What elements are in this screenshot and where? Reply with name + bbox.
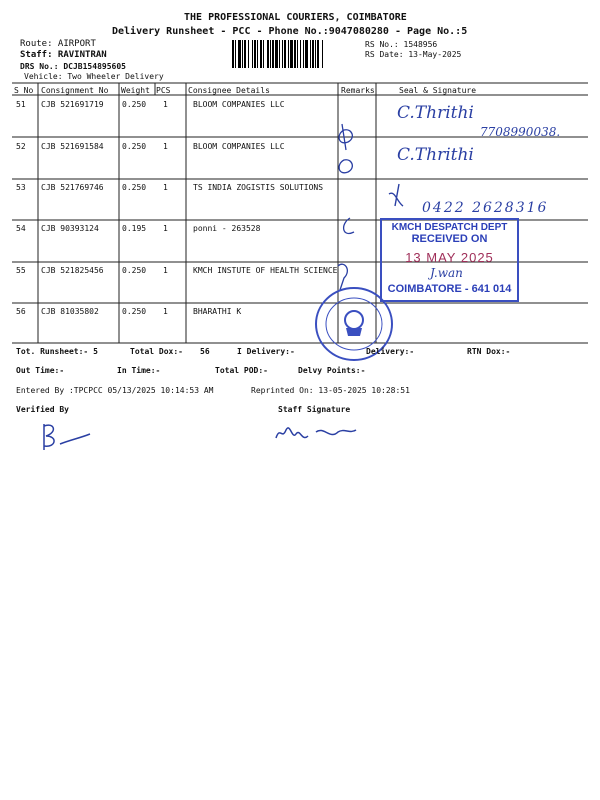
col-header-weight: Weight — [121, 86, 150, 95]
col-header-sno: S No — [14, 86, 34, 95]
row-sno: 55 — [16, 266, 26, 275]
i-delivery-label: I Delivery:- — [237, 347, 295, 356]
delivery-label: Delivery:- — [366, 347, 415, 356]
barcode — [232, 40, 357, 68]
company-title: THE PROFESSIONAL COURIERS, COIMBATORE — [184, 12, 407, 23]
stamp-received: RECEIVED ON — [411, 233, 488, 245]
received-stamp — [380, 218, 519, 302]
signature-row-52: C.Thrithi — [397, 145, 474, 165]
staff-label: Staff: RAVINTRAN — [20, 50, 107, 60]
row-consignee: BHARATHI K — [193, 307, 242, 316]
signature-row-51: C.Thrithi — [397, 103, 474, 123]
rtn-dox-label: RTN Dox:- — [467, 347, 511, 356]
row-sno: 53 — [16, 183, 26, 192]
row-weight: 0.250 — [122, 266, 147, 275]
row-sno: 51 — [16, 100, 26, 109]
row-consignee: BLOOM COMPANIES LLC — [193, 100, 285, 109]
handwritten-phone: 7708990038. — [480, 125, 561, 139]
row-sno: 56 — [16, 307, 26, 316]
verified-by-label: Verified By — [16, 405, 69, 414]
stamp-dept: KMCH DESPATCH DEPT — [391, 222, 508, 233]
row-pcs: 1 — [163, 142, 168, 151]
reprinted-on: Reprinted On: 13-05-2025 10:28:51 — [251, 386, 410, 395]
total-dox-label: Total Dox:- — [130, 347, 183, 356]
row-consignee: TS INDIA ZOGISTIS SOLUTIONS — [193, 183, 324, 192]
row-pcs: 1 — [163, 224, 168, 233]
vehicle-label: Vehicle: Two Wheeler Delivery — [24, 72, 164, 81]
stamp-initials: J.wan — [430, 266, 463, 280]
rs-number: RS No.: 1548956 — [365, 40, 438, 49]
row-sno: 52 — [16, 142, 26, 151]
verified-signature — [36, 418, 96, 458]
route-label: Route: AIRPORT — [20, 39, 96, 49]
row-consignee: KMCH INSTUTE OF HEALTH SCIENCE — [193, 266, 338, 275]
total-pod-label: Total POD:- — [215, 366, 268, 375]
row-consignment: CJB 521769746 — [41, 183, 104, 192]
col-header-remarks: Remarks — [341, 86, 375, 95]
row-pcs: 1 — [163, 100, 168, 109]
handwritten-number: 0422 2628316 — [422, 200, 549, 216]
total-dox-value: 56 — [200, 347, 210, 356]
row-weight: 0.250 — [122, 183, 147, 192]
col-header-consignment: Consignment No — [41, 86, 109, 95]
row-consignee: BLOOM COMPANIES LLC — [193, 142, 285, 151]
stamp-date: 13 MAY 2025 — [405, 250, 494, 265]
in-time-label: In Time:- — [117, 366, 161, 375]
runsheet-subtitle: Delivery Runsheet - PCC - Phone No.:9047080280 - Page No.:5 — [112, 26, 468, 37]
col-header-seal: Seal & Signature — [399, 86, 477, 95]
staff-signature-label: Staff Signature — [278, 405, 351, 414]
row-weight: 0.195 — [122, 224, 147, 233]
col-header-consignee: Consignee Details — [188, 86, 270, 95]
staff-signature — [272, 418, 362, 448]
row-weight: 0.250 — [122, 307, 147, 316]
row-consignment: CJB 90393124 — [41, 224, 99, 233]
row-pcs: 1 — [163, 183, 168, 192]
col-header-pcs: PCS — [156, 86, 171, 95]
row-consignment: CJB 521825456 — [41, 266, 104, 275]
row-sno: 54 — [16, 224, 26, 233]
stamp-city: COIMBATORE - 641 014 — [387, 283, 512, 295]
rs-date: RS Date: 13-May-2025 — [365, 50, 462, 59]
drs-number: DRS No.: DCJB154895605 — [20, 62, 126, 71]
row-weight: 0.250 — [122, 100, 147, 109]
row-pcs: 1 — [163, 266, 168, 275]
check-mark-ink — [385, 180, 415, 210]
entered-by: Entered By :TPCPCC 05/13/2025 10:14:53 AM — [16, 386, 214, 395]
row-consignment: CJB 521691719 — [41, 100, 104, 109]
row-weight: 0.250 — [122, 142, 147, 151]
row-pcs: 1 — [163, 307, 168, 316]
total-runsheet: Tot. Runsheet:- 5 — [16, 347, 98, 356]
row-consignee: ponni - 263528 — [193, 224, 261, 233]
row-consignment: CJB 81035802 — [41, 307, 99, 316]
out-time-label: Out Time:- — [16, 366, 65, 375]
delvy-points-label: Delvy Points:- — [298, 366, 366, 375]
row-consignment: CJB 521691584 — [41, 142, 104, 151]
